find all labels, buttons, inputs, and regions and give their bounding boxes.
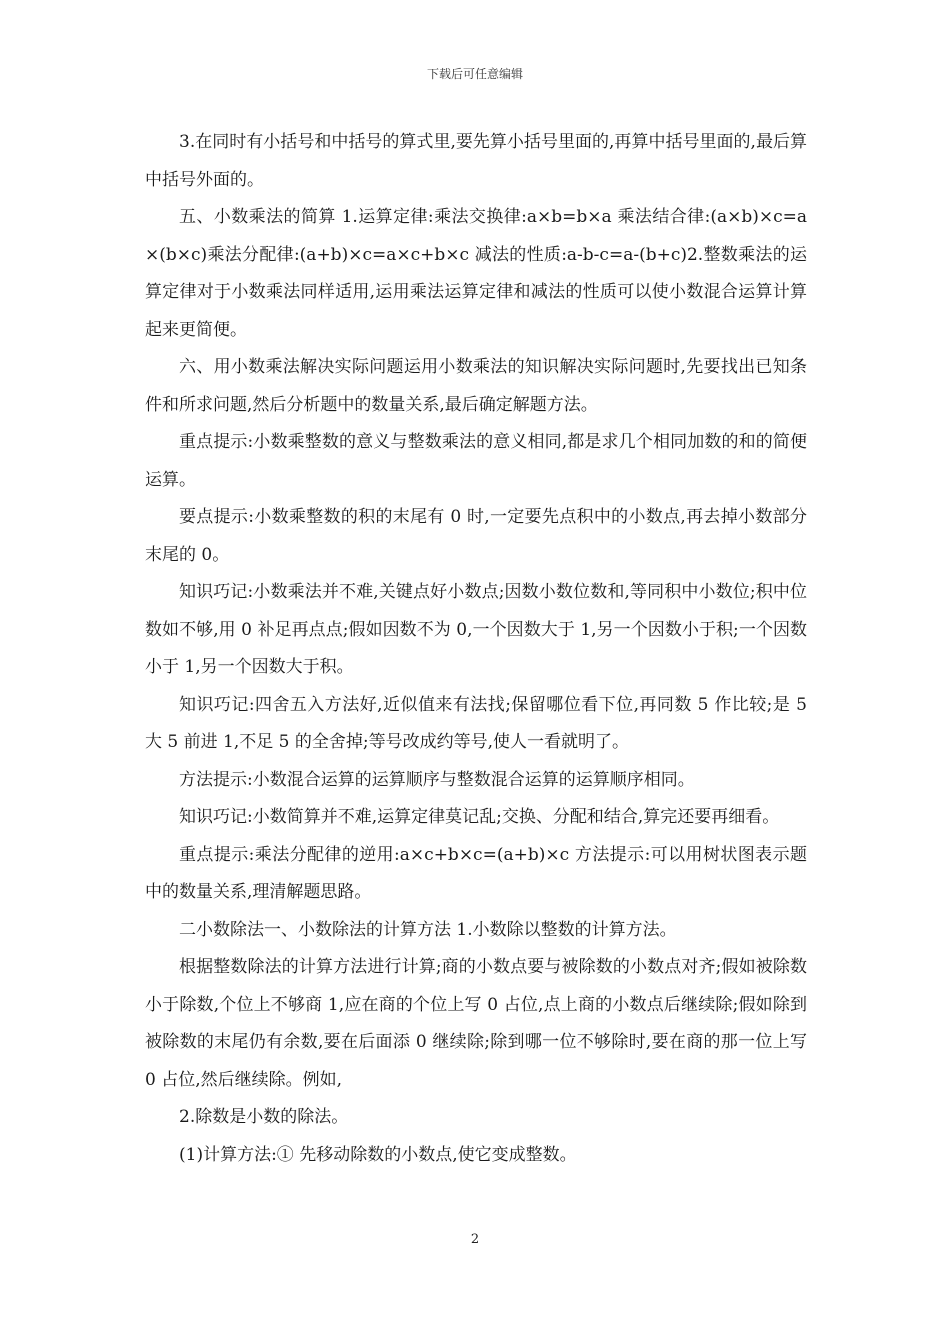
page-header: 下载后可任意编辑 [426, 67, 523, 81]
paragraph-mnemonic-decimal-point: 知识巧记:小数乘法并不难,关键点好小数点;因数小数位数和,等同积中小数位;积中位数如不够,用 0 补足再点点;假如因数不为 0,一个因数大于 1,另一个因数小于积;一个因数小于 1,另一个因数大于积。 [145, 582, 807, 677]
paragraph-key-tip-distributive: 重点提示:乘法分配律的逆用:a×c+b×c=(a+b)×c 方法提示:可以用树状图表示题中的数量关系,理清解题思路。 [145, 844, 807, 902]
paragraph-practical-problems: 六、用小数乘法解决实际问题运用小数乘法的知识解决实际问题时,先要找出已知条件和所求问题,然后分析题中的数量关系,最后确定解题方法。 [145, 357, 807, 415]
paragraph-calculation-method: (1)计算方法:① 先移动除数的小数点,使它变成整数。 [179, 1144, 577, 1165]
paragraph-decimal-multiplication-shortcut: 五、小数乘法的简算 1.运算定律:乘法交换律:a×b=b×a 乘法结合律:(a×b)×c=a×(b×c)乘法分配律:(a+b)×c=a×c+b×c 减法的性质:a-b-c=a-(b+c)2.整数乘法的运算定律对于小数乘法同样适用,运用乘法运算定律和减法的性质可以使小数混合运算计算起来更简便。 [145, 207, 807, 340]
paragraph-method-tip-order: 方法提示:小数混合运算的运算顺序与整数混合运算的运算顺序相同。 [179, 769, 695, 790]
paragraph-key-tip-meaning: 重点提示:小数乘整数的意义与整数乘法的意义相同,都是求几个相同加数的和的简便运算。 [145, 432, 807, 490]
paragraph-division-method: 根据整数除法的计算方法进行计算;商的小数点要与被除数的小数点对齐;假如被除数小于除数,个位上不够商 1,应在商的个位上写 0 占位,点上商的小数点后继续除;假如除到被除数的末尾仍有余数,要在后面添 0 继续除;除到哪一位不够除时,要在商的那一位上写 0 占位,然后继续除。例如, [145, 957, 807, 1090]
paragraph-mnemonic-simplification: 知识巧记:小数简算并不难,运算定律莫记乱;交换、分配和结合,算完还要再细看。 [179, 807, 780, 827]
paragraph-decimal-division-heading: 二小数除法一、小数除法的计算方法 1.小数除以整数的计算方法。 [179, 919, 677, 940]
paragraph-bracket-order: 3.在同时有小括号和中括号的算式里,要先算小括号里面的,再算中括号里面的,最后算中括号外面的。 [145, 132, 807, 190]
paragraph-key-tip-trailing-zero: 要点提示:小数乘整数的积的末尾有 0 时,一定要先点积中的小数点,再去掉小数部分末尾的 0。 [145, 507, 807, 565]
page-number: 2 [470, 1232, 480, 1247]
paragraph-mnemonic-rounding: 知识巧记:四舍五入方法好,近似值来有法找;保留哪位看下位,再同数 5 作比较;是 5 大 5 前进 1,不足 5 的全舍掉;等号改成约等号,使人一看就明了。 [145, 694, 807, 752]
document-body [145, 124, 807, 1174]
paragraph-divisor-decimal: 2.除数是小数的除法。 [179, 1107, 349, 1127]
